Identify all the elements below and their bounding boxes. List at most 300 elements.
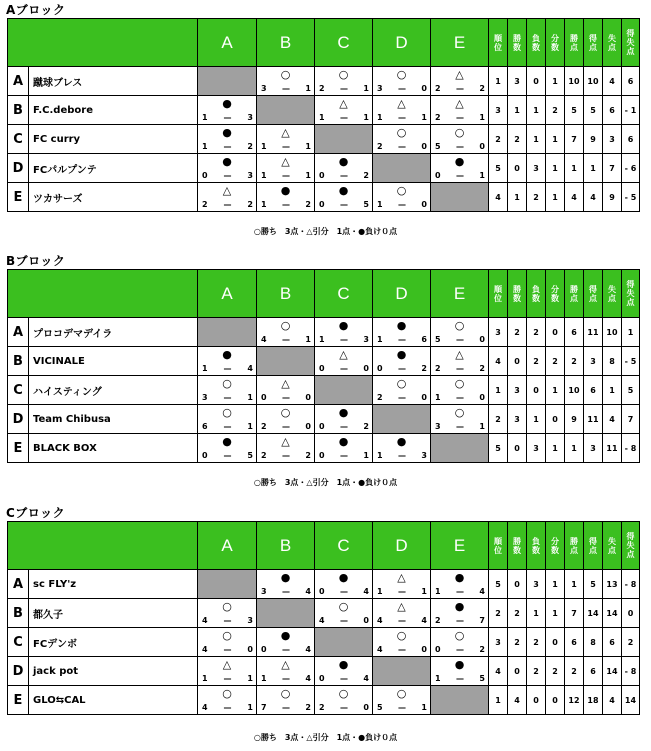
score-for: 3 <box>261 587 267 596</box>
result-symbol: ○ <box>222 406 232 419</box>
match-score <box>377 451 427 461</box>
score-dash: — <box>340 703 348 712</box>
score-for: 1 <box>261 674 267 683</box>
score-against: 1 <box>305 171 311 180</box>
match-score <box>202 364 253 374</box>
match-result-cell <box>431 125 489 154</box>
stat-goals-against: 4 <box>603 67 622 96</box>
result-symbol: △ <box>339 348 348 361</box>
match-result-cell <box>257 318 315 347</box>
team-row <box>8 154 640 183</box>
match-result-cell <box>315 570 373 599</box>
score-for: 1 <box>435 587 441 596</box>
header-blank <box>8 522 198 570</box>
score-for: 1 <box>202 674 208 683</box>
self-match-cell <box>373 657 431 686</box>
result-symbol: ● <box>338 184 349 197</box>
stat-rank: 4 <box>489 657 508 686</box>
score-dash: — <box>456 393 464 402</box>
match-result-cell <box>431 599 489 628</box>
score-against: 0 <box>363 703 369 712</box>
score-dash: — <box>398 200 406 209</box>
stat-draws: 0 <box>546 318 565 347</box>
stat-header-wins: 勝数 <box>508 522 527 570</box>
score-for: 4 <box>202 703 208 712</box>
score-dash: — <box>223 422 232 431</box>
score-dash: — <box>282 703 290 712</box>
score-dash: — <box>456 364 464 373</box>
result-symbol: ● <box>280 629 291 642</box>
team-row <box>8 125 640 154</box>
stat-losses: 0 <box>527 376 546 405</box>
team-row <box>8 318 640 347</box>
result-symbol: ● <box>222 97 232 110</box>
stat-points: 10 <box>565 67 584 96</box>
result-symbol: ○ <box>280 406 291 419</box>
score-dash: — <box>456 171 464 180</box>
score-against: 0 <box>421 142 427 151</box>
score-dash: — <box>282 335 290 344</box>
score-dash: — <box>398 113 406 122</box>
match-result-cell <box>198 183 257 212</box>
stat-goals-for: 5 <box>584 570 603 599</box>
league-table <box>7 18 640 212</box>
stat-points: 12 <box>565 686 584 715</box>
stat-wins: 1 <box>508 183 527 212</box>
result-symbol: △ <box>281 658 290 671</box>
stat-rank: 1 <box>489 376 508 405</box>
match-score <box>435 587 485 597</box>
stat-goal-diff: 6 <box>622 67 640 96</box>
score-against: 4 <box>305 645 311 654</box>
match-score <box>377 142 427 152</box>
stat-losses: 2 <box>527 657 546 686</box>
team-name: FC curry <box>29 125 198 154</box>
result-symbol: ● <box>280 184 291 197</box>
stat-points: 6 <box>565 318 584 347</box>
match-score <box>202 422 253 432</box>
result-symbol: △ <box>455 348 464 361</box>
col-header-a: A <box>198 270 257 318</box>
score-for: 5 <box>435 335 441 344</box>
team-name: VICINALE <box>29 347 198 376</box>
match-score <box>202 645 253 655</box>
stat-wins: 2 <box>508 628 527 657</box>
match-score <box>319 171 369 181</box>
score-dash: — <box>398 616 406 625</box>
stat-draws: 0 <box>546 686 565 715</box>
match-result-cell <box>431 628 489 657</box>
score-dash: — <box>398 587 406 596</box>
score-dash: — <box>456 422 464 431</box>
match-score <box>319 422 369 432</box>
stat-losses: 1 <box>527 599 546 628</box>
match-result-cell <box>431 347 489 376</box>
team-label: C <box>8 628 29 657</box>
result-symbol: ○ <box>396 68 407 81</box>
stat-goal-diff: - 1 <box>622 96 640 125</box>
stat-draws: 1 <box>546 570 565 599</box>
league-table <box>7 521 640 715</box>
col-header-e: E <box>431 522 489 570</box>
self-match-cell <box>431 434 489 463</box>
self-match-cell <box>315 628 373 657</box>
score-dash: — <box>456 335 464 344</box>
stat-wins: 3 <box>508 67 527 96</box>
result-symbol: △ <box>339 97 348 110</box>
col-header-c: C <box>315 19 373 67</box>
stat-rank: 1 <box>489 67 508 96</box>
team-name: sc FLY'z <box>29 570 198 599</box>
match-result-cell <box>373 183 431 212</box>
match-score <box>435 645 485 655</box>
result-symbol: △ <box>222 184 232 197</box>
stat-losses: 1 <box>527 96 546 125</box>
stat-goal-diff: 14 <box>622 686 640 715</box>
match-score <box>319 451 369 461</box>
score-for: 1 <box>202 142 208 151</box>
stat-wins: 0 <box>508 570 527 599</box>
match-result-cell <box>373 125 431 154</box>
team-row <box>8 686 640 715</box>
match-score <box>377 335 427 345</box>
match-result-cell <box>431 67 489 96</box>
col-header-b: B <box>257 19 315 67</box>
stat-header-goals-against: 失点 <box>603 270 622 318</box>
score-dash: — <box>398 393 406 402</box>
score-for: 2 <box>319 84 325 93</box>
stat-header-draws: 分数 <box>546 270 565 318</box>
self-match-cell <box>373 154 431 183</box>
match-result-cell <box>373 318 431 347</box>
score-for: 2 <box>377 393 383 402</box>
team-label: B <box>8 347 29 376</box>
score-for: 1 <box>377 113 383 122</box>
score-dash: — <box>282 645 290 654</box>
stat-rank: 3 <box>489 96 508 125</box>
score-for: 4 <box>202 645 208 654</box>
result-symbol: ● <box>338 571 349 584</box>
stat-header-rank: 順位 <box>489 19 508 67</box>
stat-rank: 5 <box>489 570 508 599</box>
score-against: 1 <box>247 393 253 402</box>
match-result-cell <box>373 599 431 628</box>
match-result-cell <box>315 686 373 715</box>
stat-goals-for: 8 <box>584 628 603 657</box>
team-name: プロコデマデイラ <box>29 318 198 347</box>
match-result-cell <box>198 154 257 183</box>
header-blank <box>8 19 198 67</box>
match-result-cell <box>315 347 373 376</box>
stat-header-goals-against: 失点 <box>603 19 622 67</box>
match-score <box>319 335 369 345</box>
stat-goals-for: 11 <box>584 318 603 347</box>
match-score <box>435 142 485 152</box>
block-c <box>0 506 651 746</box>
stat-goals-for: 18 <box>584 686 603 715</box>
score-for: 3 <box>261 84 267 93</box>
match-score <box>261 674 311 684</box>
score-against: 5 <box>479 674 485 683</box>
match-result-cell <box>198 628 257 657</box>
match-score <box>319 364 369 374</box>
score-for: 0 <box>319 200 325 209</box>
match-result-cell <box>373 376 431 405</box>
team-row <box>8 67 640 96</box>
score-for: 4 <box>261 335 267 344</box>
stat-draws: 1 <box>546 67 565 96</box>
team-name: FCパルプンテ <box>29 154 198 183</box>
stat-header-rank: 順位 <box>489 270 508 318</box>
score-against: 0 <box>247 645 253 654</box>
team-label: A <box>8 67 29 96</box>
score-for: 1 <box>377 200 383 209</box>
result-symbol: ● <box>338 319 349 332</box>
stat-wins: 2 <box>508 599 527 628</box>
score-against: 0 <box>421 200 427 209</box>
col-header-d: D <box>373 19 431 67</box>
score-dash: — <box>398 84 406 93</box>
stat-points: 7 <box>565 599 584 628</box>
match-result-cell <box>431 318 489 347</box>
team-label: C <box>8 125 29 154</box>
match-score <box>435 616 485 626</box>
match-score <box>261 393 311 403</box>
score-against: 1 <box>305 84 311 93</box>
match-score <box>435 113 485 123</box>
match-score <box>261 335 311 345</box>
match-score <box>202 171 253 181</box>
score-against: 2 <box>479 84 485 93</box>
stat-goals-against: 3 <box>603 125 622 154</box>
col-header-a: A <box>198 522 257 570</box>
match-result-cell <box>257 434 315 463</box>
stat-goal-diff: 0 <box>622 599 640 628</box>
result-symbol: ● <box>338 658 349 671</box>
score-against: 0 <box>305 393 311 402</box>
result-symbol: △ <box>281 155 290 168</box>
block-a <box>0 3 651 238</box>
score-against: 3 <box>247 113 253 122</box>
score-against: 3 <box>421 451 427 460</box>
score-against: 1 <box>421 587 427 596</box>
stat-draws: 2 <box>546 347 565 376</box>
score-for: 0 <box>377 364 383 373</box>
match-result-cell <box>257 67 315 96</box>
score-for: 5 <box>377 703 383 712</box>
score-for: 0 <box>319 171 325 180</box>
score-dash: — <box>456 674 464 683</box>
stat-draws: 1 <box>546 154 565 183</box>
result-symbol: △ <box>281 377 290 390</box>
match-result-cell <box>257 657 315 686</box>
score-against: 1 <box>421 113 427 122</box>
score-against: 1 <box>247 422 253 431</box>
score-dash: — <box>223 142 232 151</box>
score-against: 2 <box>421 364 427 373</box>
stat-goals-against: 13 <box>603 570 622 599</box>
self-match-cell <box>198 570 257 599</box>
match-result-cell <box>373 570 431 599</box>
score-against: 2 <box>247 142 253 151</box>
match-result-cell <box>315 434 373 463</box>
team-label: D <box>8 657 29 686</box>
score-for: 2 <box>435 113 441 122</box>
match-result-cell <box>257 376 315 405</box>
score-against: 4 <box>479 587 485 596</box>
match-result-cell <box>257 628 315 657</box>
stat-goals-against: 4 <box>603 686 622 715</box>
score-dash: — <box>456 113 464 122</box>
score-for: 0 <box>319 587 325 596</box>
score-against: 1 <box>305 142 311 151</box>
score-for: 0 <box>202 171 208 180</box>
match-score <box>435 422 485 432</box>
score-against: 1 <box>479 113 485 122</box>
team-row <box>8 405 640 434</box>
score-against: 0 <box>421 84 427 93</box>
match-score <box>202 393 253 403</box>
self-match-cell <box>257 347 315 376</box>
score-for: 4 <box>319 616 325 625</box>
score-dash: — <box>456 616 464 625</box>
stat-goal-diff: 1 <box>622 318 640 347</box>
score-dash: — <box>340 113 348 122</box>
stat-rank: 2 <box>489 599 508 628</box>
score-for: 3 <box>202 393 208 402</box>
score-dash: — <box>282 200 290 209</box>
stat-header-goal-diff: 得失点 <box>622 19 640 67</box>
match-score <box>261 587 311 597</box>
stat-goals-against: 4 <box>603 405 622 434</box>
score-for: 1 <box>377 587 383 596</box>
match-result-cell <box>198 125 257 154</box>
header-blank <box>8 270 198 318</box>
match-result-cell <box>315 154 373 183</box>
score-against: 2 <box>363 422 369 431</box>
stat-goals-for: 5 <box>584 96 603 125</box>
stat-goals-for: 1 <box>584 154 603 183</box>
score-dash: — <box>223 113 232 122</box>
stat-goal-diff: - 5 <box>622 347 640 376</box>
block-title: Cブロック <box>6 506 66 520</box>
team-label: B <box>8 599 29 628</box>
match-result-cell <box>373 347 431 376</box>
result-symbol: ○ <box>454 629 465 642</box>
team-label: B <box>8 96 29 125</box>
score-for: 0 <box>319 451 325 460</box>
match-score <box>435 674 485 684</box>
score-for: 1 <box>377 335 383 344</box>
col-header-d: D <box>373 522 431 570</box>
score-dash: — <box>398 645 406 654</box>
score-against: 2 <box>479 364 485 373</box>
stat-points: 2 <box>565 657 584 686</box>
self-match-cell <box>431 183 489 212</box>
stat-header-points: 勝点 <box>565 19 584 67</box>
stat-points: 4 <box>565 183 584 212</box>
score-against: 1 <box>363 451 369 460</box>
stat-losses: 1 <box>527 125 546 154</box>
stat-goals-against: 8 <box>603 347 622 376</box>
block-title: Aブロック <box>6 3 66 17</box>
team-row <box>8 657 640 686</box>
result-symbol: ● <box>454 658 465 671</box>
match-result-cell <box>431 154 489 183</box>
self-match-cell <box>198 318 257 347</box>
match-result-cell <box>373 67 431 96</box>
match-result-cell <box>315 318 373 347</box>
stat-losses: 1 <box>527 405 546 434</box>
result-symbol: ● <box>454 155 465 168</box>
score-against: 5 <box>363 200 369 209</box>
result-symbol: ○ <box>222 377 232 390</box>
match-result-cell <box>373 628 431 657</box>
score-dash: — <box>282 422 290 431</box>
match-score <box>377 200 427 210</box>
match-result-cell <box>315 67 373 96</box>
stat-points: 1 <box>565 154 584 183</box>
team-name: Team Chibusa <box>29 405 198 434</box>
score-for: 1 <box>261 142 267 151</box>
stat-rank: 3 <box>489 318 508 347</box>
stat-draws: 1 <box>546 599 565 628</box>
stat-wins: 2 <box>508 125 527 154</box>
score-against: 2 <box>305 200 311 209</box>
score-against: 4 <box>247 364 253 373</box>
match-score <box>261 703 311 713</box>
stat-rank: 5 <box>489 434 508 463</box>
stat-draws: 1 <box>546 376 565 405</box>
score-against: 0 <box>421 393 427 402</box>
result-symbol: ● <box>454 571 465 584</box>
team-row <box>8 570 640 599</box>
match-result-cell <box>431 570 489 599</box>
score-for: 0 <box>261 645 267 654</box>
match-result-cell <box>257 686 315 715</box>
match-score <box>435 393 485 403</box>
score-for: 6 <box>202 422 208 431</box>
score-against: 1 <box>479 422 485 431</box>
match-score <box>261 171 311 181</box>
result-symbol: ○ <box>280 68 291 81</box>
score-against: 1 <box>363 113 369 122</box>
result-symbol: ● <box>396 435 407 448</box>
score-against: 2 <box>305 451 311 460</box>
score-dash: — <box>398 451 406 460</box>
match-score <box>202 200 253 210</box>
score-for: 0 <box>202 451 208 460</box>
match-result-cell <box>257 570 315 599</box>
stat-header-goal-diff: 得失点 <box>622 522 640 570</box>
team-label: D <box>8 154 29 183</box>
stat-header-goals-against: 失点 <box>603 522 622 570</box>
stat-wins: 0 <box>508 657 527 686</box>
match-result-cell <box>315 183 373 212</box>
score-against: 0 <box>363 616 369 625</box>
match-score <box>202 113 253 123</box>
team-row <box>8 183 640 212</box>
team-label: A <box>8 570 29 599</box>
score-for: 4 <box>377 616 383 625</box>
match-result-cell <box>257 125 315 154</box>
self-match-cell <box>315 125 373 154</box>
team-name: jack pot <box>29 657 198 686</box>
result-symbol: ○ <box>396 184 407 197</box>
score-against: 1 <box>363 84 369 93</box>
score-for: 1 <box>319 113 325 122</box>
score-for: 0 <box>319 364 325 373</box>
